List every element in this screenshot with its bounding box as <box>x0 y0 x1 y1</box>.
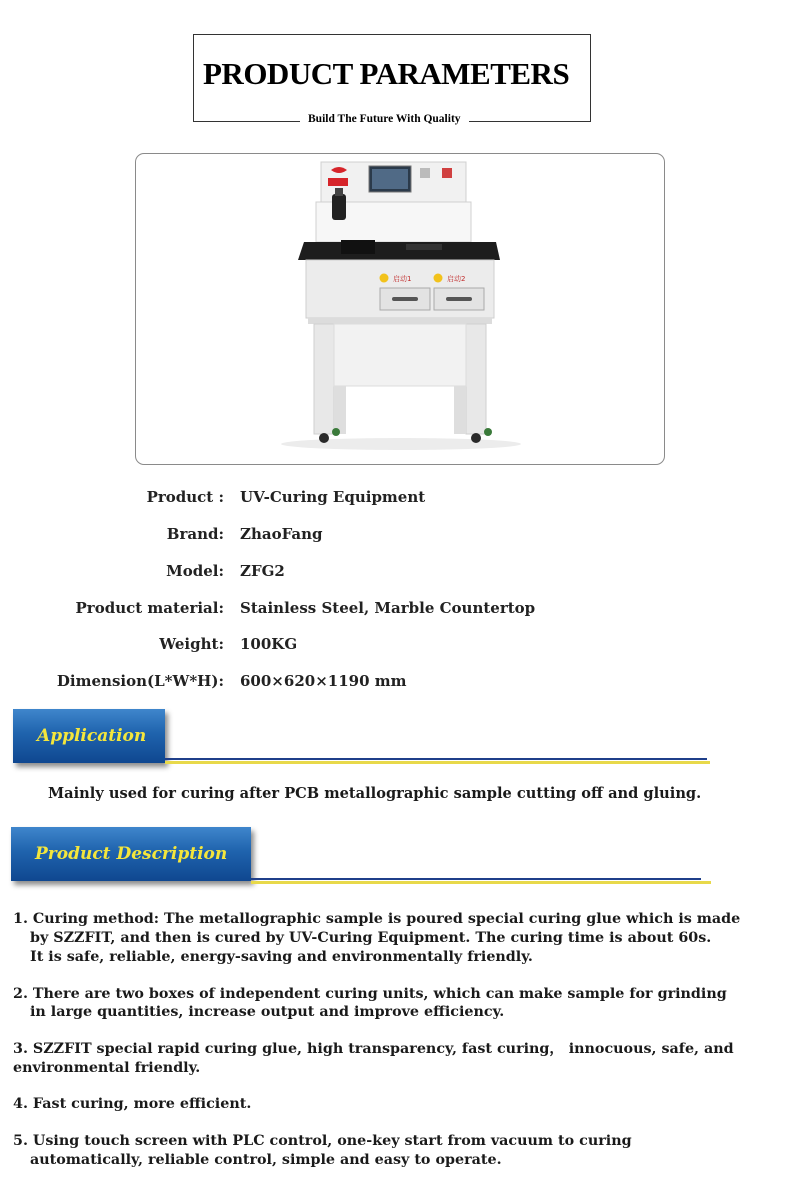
spec-label-product: Product : <box>146 488 224 506</box>
spec-value-dimension: 600×620×1190 mm <box>240 672 407 690</box>
start-2-label: 启动2 <box>447 275 466 283</box>
description-banner <box>11 827 251 881</box>
application-heading: Application <box>37 726 147 746</box>
description-line: 2. There are two boxes of independent curing units, which can make sample for grinding <box>13 986 727 1002</box>
description-line: automatically, reliable control, simple and easy to operate. <box>30 1152 502 1168</box>
spec-label-weight: Weight: <box>159 635 224 653</box>
description-line: 5. Using touch screen with PLC control, one-key start from vacuum to curing <box>13 1133 632 1149</box>
description-line: environmental friendly. <box>13 1060 201 1076</box>
application-banner <box>13 709 165 763</box>
page-subtitle: Build The Future With Quality <box>300 113 469 125</box>
uv-curing-machine-illustration <box>136 154 665 465</box>
spec-label-model: Model: <box>166 562 224 580</box>
spec-label-brand: Brand: <box>166 525 224 543</box>
description-line: It is safe, reliable, energy-saving and environmentally friendly. <box>30 949 533 965</box>
description-line: 4. Fast curing, more efficient. <box>13 1096 252 1112</box>
start-1-label: 启动1 <box>393 275 412 283</box>
spec-value-weight: 100KG <box>240 635 298 653</box>
spec-label-dimension: Dimension(L*W*H): <box>56 672 224 690</box>
description-line: in large quantities, increase output and improve efficiency. <box>30 1004 505 1020</box>
spec-value-material: Stainless Steel, Marble Countertop <box>240 599 536 617</box>
page-title: PRODUCT PARAMETERS <box>203 56 570 91</box>
spec-value-product: UV-Curing Equipment <box>240 488 426 506</box>
description-heading: Product Description <box>35 844 228 864</box>
spec-label-material: Product material: <box>75 599 224 617</box>
description-line: by SZZFIT, and then is cured by UV-Curing Equipment. The curing time is about 60s. <box>30 930 712 946</box>
application-rule-blue <box>165 758 707 760</box>
marble-countertop <box>298 242 500 260</box>
spec-value-brand: ZhaoFang <box>240 525 323 543</box>
description-rule-blue <box>251 878 701 880</box>
glue-bottle <box>332 194 346 220</box>
description-line: 3. SZZFIT special rapid curing glue, high transparency, fast curing， innocuous, safe, and <box>13 1041 734 1057</box>
product-photo <box>135 153 665 465</box>
application-rule-yellow <box>165 761 710 764</box>
application-text: Mainly used for curing after PCB metallographic sample cutting off and gluing. <box>48 785 702 802</box>
description-line: 1. Curing method: The metallographic sample is poured special curing glue which is made <box>13 911 741 927</box>
spec-value-model: ZFG2 <box>240 562 285 580</box>
description-rule-yellow <box>251 881 711 884</box>
